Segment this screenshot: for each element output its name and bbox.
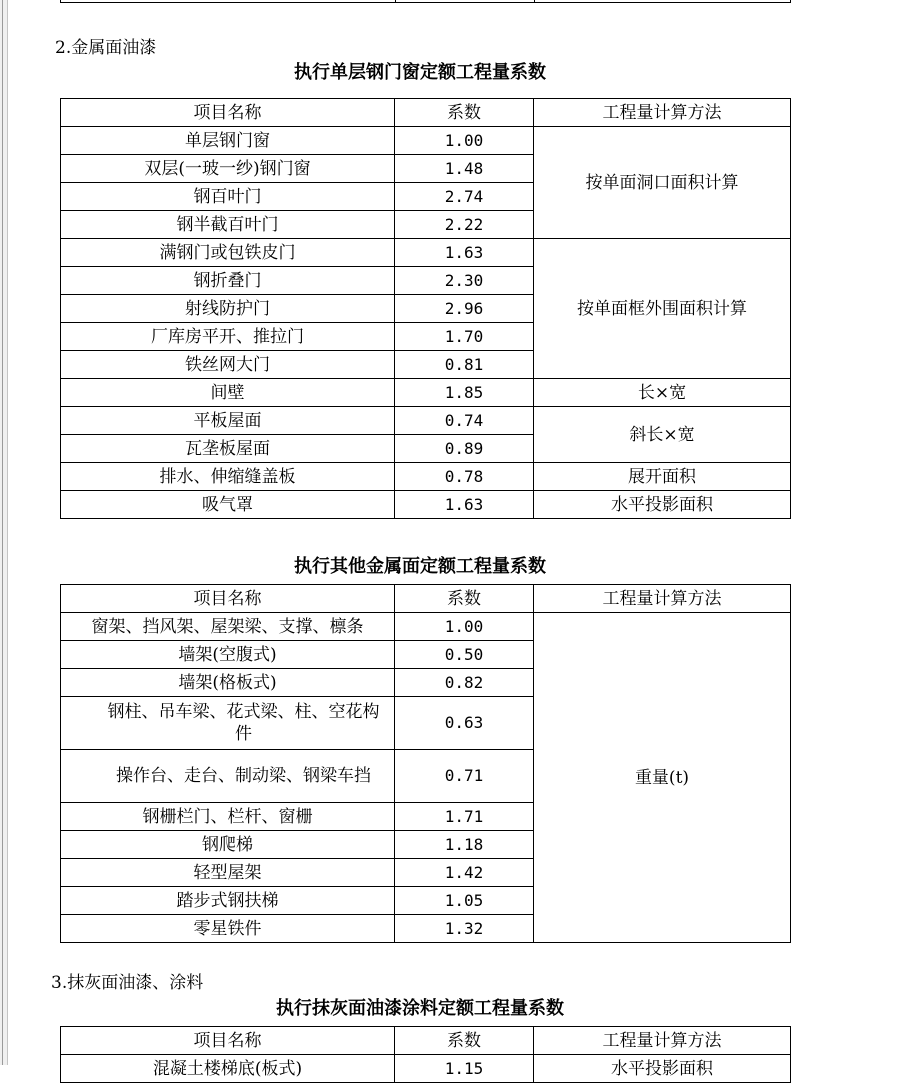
table-row <box>61 613 791 641</box>
item-name: 混凝土楼梯底(板式) <box>61 1055 395 1083</box>
steel-door-window-coefficient-table <box>60 98 791 519</box>
table2-title: 执行其他金属面定额工程量系数 <box>294 556 546 577</box>
header-item-name: 项目名称 <box>61 585 395 613</box>
calc-method: 长×宽 <box>534 379 791 407</box>
table-header-row <box>61 1027 791 1055</box>
coefficient: 0.50 <box>395 641 534 669</box>
coefficient: 2.96 <box>395 295 534 323</box>
calc-method: 水平投影面积 <box>534 1055 791 1083</box>
coefficient: 1.48 <box>395 155 534 183</box>
item-name: 满钢门或包铁皮门 <box>61 239 395 267</box>
item-name: 吸气罩 <box>61 491 395 519</box>
coefficient: 1.42 <box>395 859 534 887</box>
table-header-row <box>61 585 791 613</box>
item-name: 钢半截百叶门 <box>61 211 395 239</box>
table-row <box>61 407 791 435</box>
coefficient: 1.70 <box>395 323 534 351</box>
coefficient: 1.00 <box>395 613 534 641</box>
coefficient: 1.63 <box>395 491 534 519</box>
plaster-surface-coefficient-table <box>60 1026 791 1083</box>
header-coefficient: 系数 <box>395 99 534 127</box>
calc-method: 按单面框外围面积计算 <box>534 239 791 379</box>
calc-method: 展开面积 <box>534 463 791 491</box>
section-heading-3: 3.抹灰面油漆、涂料 <box>51 973 204 993</box>
table-header-row <box>61 99 791 127</box>
section-heading-2: 2.金属面油漆 <box>55 38 157 58</box>
item-name: 墙架(格板式) <box>61 669 395 697</box>
header-item-name: 项目名称 <box>61 1027 395 1055</box>
item-name: 踏步式钢扶梯 <box>61 887 395 915</box>
item-name: 双层(一玻一纱)钢门窗 <box>61 155 395 183</box>
item-name: 钢爬梯 <box>61 831 395 859</box>
item-name: 钢折叠门 <box>61 267 395 295</box>
header-calc-method: 工程量计算方法 <box>534 1027 791 1055</box>
item-name: 墙架(空腹式) <box>61 641 395 669</box>
other-metal-surface-coefficient-table <box>60 584 791 943</box>
item-name: 厂库房平开、推拉门 <box>61 323 395 351</box>
coefficient: 1.05 <box>395 887 534 915</box>
item-name: 排水、伸缩缝盖板 <box>61 463 395 491</box>
coefficient: 1.85 <box>395 379 534 407</box>
coefficient: 1.32 <box>395 915 534 943</box>
header-coefficient: 系数 <box>395 585 534 613</box>
coefficient: 0.63 <box>395 697 534 750</box>
coefficient: 1.00 <box>395 127 534 155</box>
table-row <box>61 379 791 407</box>
item-name: 单层钢门窗 <box>61 127 395 155</box>
window-left-border-line <box>2 0 3 1065</box>
header-calc-method: 工程量计算方法 <box>534 99 791 127</box>
coefficient: 1.18 <box>395 831 534 859</box>
table-row <box>61 491 791 519</box>
coefficient: 1.63 <box>395 239 534 267</box>
coefficient: 2.30 <box>395 267 534 295</box>
item-name: 铁丝网大门 <box>61 351 395 379</box>
header-calc-method: 工程量计算方法 <box>534 585 791 613</box>
item-name: 间壁 <box>61 379 395 407</box>
header-item-name: 项目名称 <box>61 99 395 127</box>
coefficient: 0.74 <box>395 407 534 435</box>
item-name: 轻型屋架 <box>61 859 395 887</box>
coefficient: 0.81 <box>395 351 534 379</box>
item-name: 操作台、走台、制动梁、钢梁车挡 <box>61 750 395 803</box>
coefficient: 1.71 <box>395 803 534 831</box>
table3-title: 执行抹灰面油漆涂料定额工程量系数 <box>276 998 564 1019</box>
item-name: 钢百叶门 <box>61 183 395 211</box>
coefficient: 2.74 <box>395 183 534 211</box>
header-coefficient: 系数 <box>395 1027 534 1055</box>
calc-method: 斜长×宽 <box>534 407 791 463</box>
coefficient: 2.22 <box>395 211 534 239</box>
coefficient: 0.78 <box>395 463 534 491</box>
calc-method: 重量(t) <box>534 613 791 943</box>
item-name: 瓦垄板屋面 <box>61 435 395 463</box>
coefficient: 1.15 <box>395 1055 534 1083</box>
previous-table-bottom-edge <box>60 0 791 3</box>
item-name: 钢栅栏门、栏杆、窗栅 <box>61 803 395 831</box>
item-name: 窗架、挡风架、屋架梁、支撑、檩条 <box>61 613 395 641</box>
item-name: 零星铁件 <box>61 915 395 943</box>
calc-method: 水平投影面积 <box>534 491 791 519</box>
item-name: 钢柱、吊车梁、花式梁、柱、空花构件 <box>61 697 395 750</box>
item-name: 平板屋面 <box>61 407 395 435</box>
calc-method: 按单面洞口面积计算 <box>534 127 791 239</box>
coefficient: 0.89 <box>395 435 534 463</box>
table-row <box>61 1055 791 1083</box>
table1-title: 执行单层钢门窗定额工程量系数 <box>294 62 546 83</box>
coefficient: 0.71 <box>395 750 534 803</box>
table-row <box>61 463 791 491</box>
table-row <box>61 127 791 155</box>
item-name: 射线防护门 <box>61 295 395 323</box>
coefficient: 0.82 <box>395 669 534 697</box>
table-row <box>61 239 791 267</box>
